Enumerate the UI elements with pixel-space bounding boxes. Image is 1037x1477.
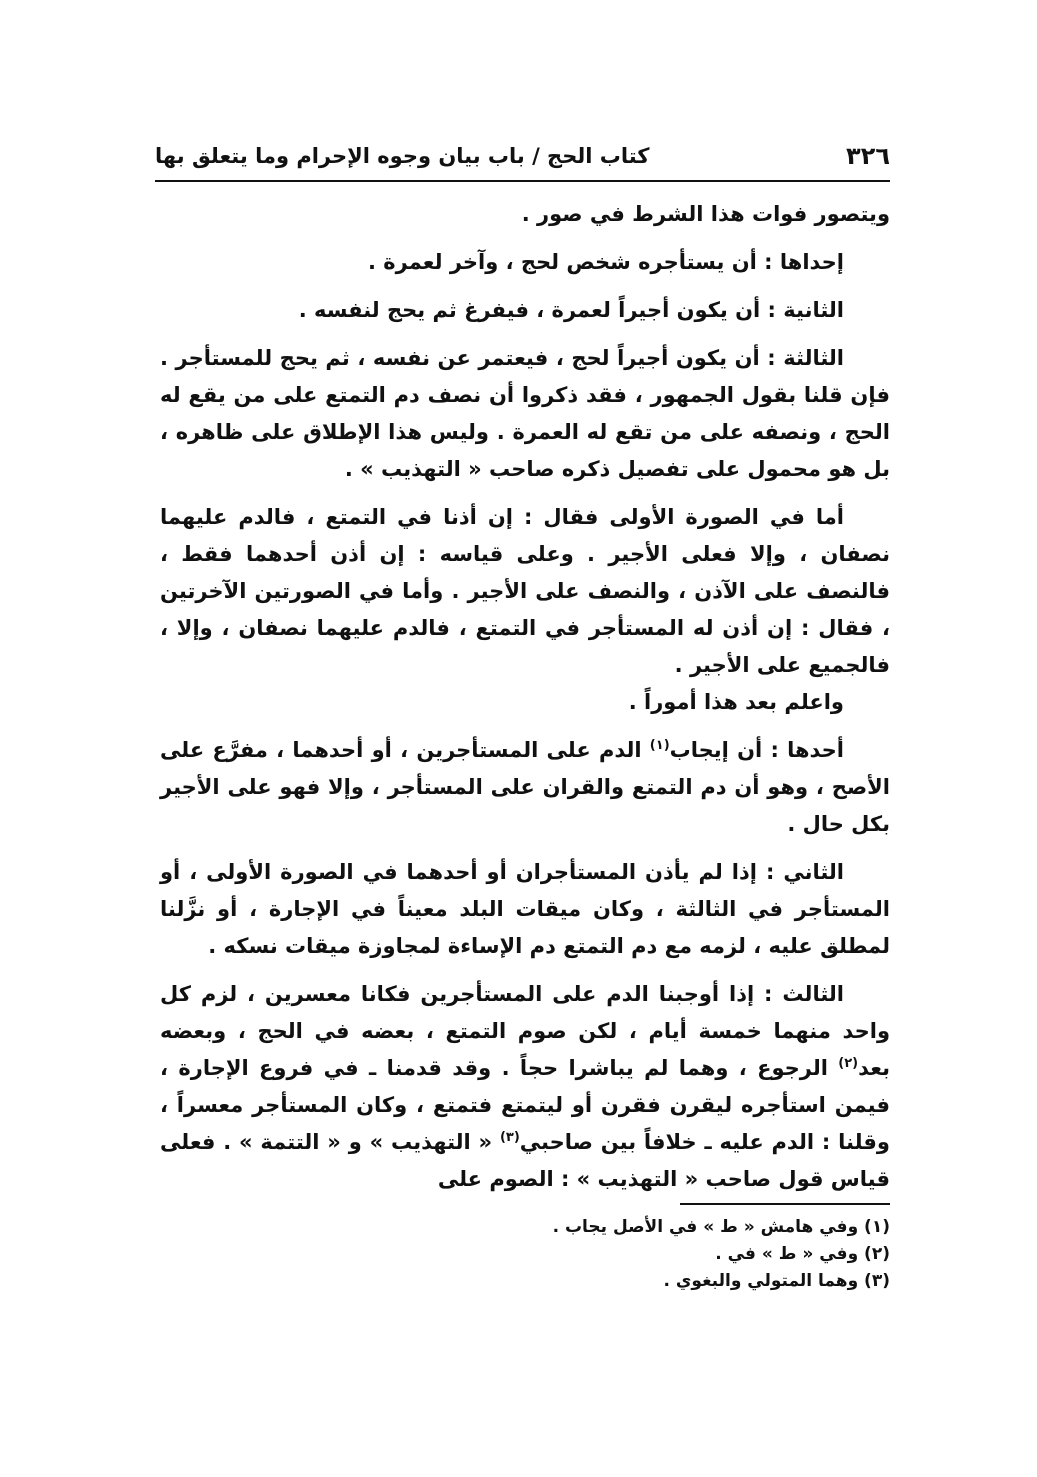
paragraph-matter-one [160,732,890,843]
footnote-1: (١) وفي هامش « ط » في الأصل يجاب . [552,1217,890,1237]
main-text [160,196,890,1209]
footnote-ref-2: (٢) [838,1056,859,1071]
page-number: ٣٢٦ [846,142,890,170]
matter-one-text-b: الدم على المستأجرين ، أو أحدهما ، مفرَّع على الأصح ، وهو أن دم التمتع والقران على المستأجر ، وإلا فهو على الأجير بكل حال . [160,738,890,836]
matter-three-text-c: « التهذيب » و « التتمة » . فعلى قياس قول صاحب « التهذيب » : الصوم على [160,1130,890,1191]
footnote-3: (٣) وهما المتولي والبغوي . [663,1271,890,1291]
paragraph-third-case: الثالثة : أن يكون أجيراً لحج ، فيعتمر عن نفسه ، ثم يحج للمستأجر . فإن قلنا بقول الجمهور ، فقد ذكروا أن نصف دم التمتع على من يقع له الحج ، ونصفه على من تقع له العمرة . وليس هذا الإطلاق على ظاهره ، بل هو محمول على تفصيل ذكره صاحب « التهذيب » . [160,346,890,481]
running-title: كتاب الحج / باب بيان وجوه الإحرام وما يتعلق بها [155,144,650,168]
paragraph-intro: ويتصور فوات هذا الشرط في صور . [521,202,890,226]
page-header [155,134,890,182]
matter-three-text-a: الثالث : إذا أوجبنا الدم على المستأجرين فكانا معسرين ، لزم كل واحد منهما خمسة أيام ، لكن صوم التمتع ، بعضه في الحج ، وبعضه بعد [160,982,890,1080]
paragraph-matter-two: الثاني : إذا لم يأذن المستأجران أو أحدهما في الصورة الأولى ، أو المستأجر في الثالثة ، وكان ميقات البلد معيناً في الإجارة ، أو نزَّلنا لمطلق عليه ، لزمه مع دم التمتع دم الإساءة لمجاوزة ميقات نسكه . [160,860,890,958]
paragraph-matter-three [160,976,890,1198]
paragraph-first-image: أما في الصورة الأولى فقال : إن أذنا في التمتع ، فالدم عليهما نصفان ، وإلا فعلى الأجير . وعلى قياسه : إن أذن أحدهما فقط ، فالنصف على الآذن ، والنصف على الأجير . وأما في الصورتين الآخرتين ، فقال : إن أذن له المستأجر في التمتع ، فالدم عليهما نصفان ، وإلا ، فالجميع على الأجير . [160,505,890,677]
paragraph-know: واعلم بعد هذا أموراً . [628,690,844,714]
matter-one-text-a: أحدها : أن إيجاب [669,738,844,762]
matter-three-text-b: الرجوع ، وهما لم يباشرا حجاً . وقد قدمنا ـ في فروع الإجارة ، فيمن استأجره ليقرن فقرن أو ليتمتع فتمتع ، وكان المستأجر معسراً ، وقلنا : الدم عليه ـ خلافاً بين صاحبي [160,1056,890,1154]
paragraph-first-case: إحداها : أن يستأجره شخص لحج ، وآخر لعمرة . [367,250,844,274]
header-rule [155,180,890,182]
paragraph-second-case: الثانية : أن يكون أجيراً لعمرة ، فيفرغ ثم يحج لنفسه . [298,298,844,322]
footnote-rule [680,1203,890,1205]
footnote-ref-3: (٣) [499,1130,520,1145]
footnote-ref-1: (١) [649,738,670,753]
footnote-2: (٢) وفي « ط » في . [715,1244,890,1264]
footnotes [480,1214,890,1295]
